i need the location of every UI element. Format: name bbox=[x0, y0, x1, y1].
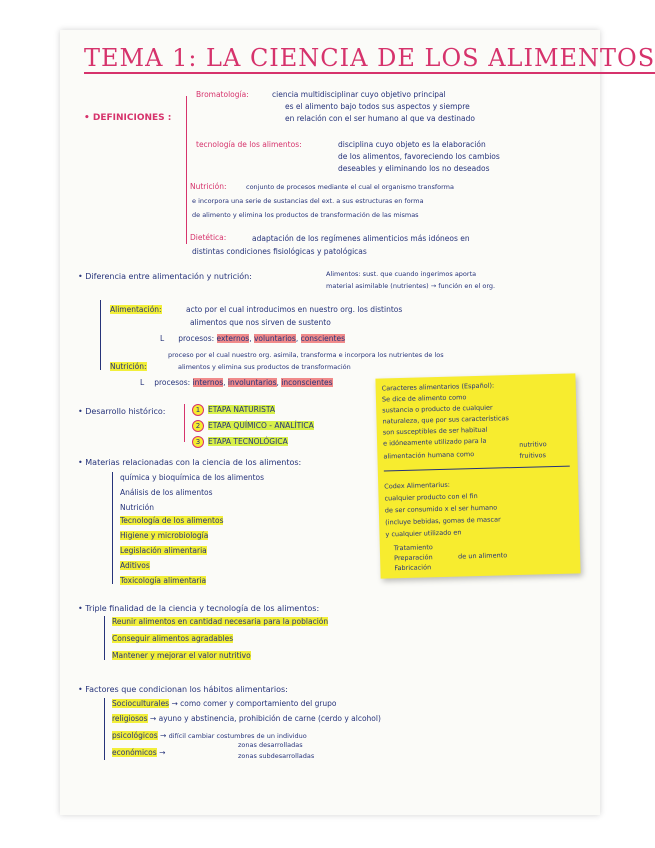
sticky-line: (incluye bebidas, gomas de mascar bbox=[385, 515, 501, 527]
materia-item: química y bioquímica de los alimentos bbox=[120, 473, 265, 482]
sticky-divider bbox=[384, 466, 570, 472]
dietetica-line-1: adaptación de los regímenes alimenticios más idóneos en bbox=[252, 234, 470, 243]
sticky-brace-item: Tratamiento bbox=[393, 543, 433, 553]
sticky-brace-item: fruitivos bbox=[519, 451, 547, 460]
nutricion-line-2: alimentos y elimina sus productos de transformación bbox=[178, 363, 351, 371]
triple-item: Mantener y mejorar el valor nutritivo bbox=[112, 651, 251, 660]
materias-heading: • Materias relacionadas con la ciencia de los alimentos: bbox=[78, 458, 302, 467]
sticky-line: e idóneamente utilizado para la bbox=[383, 436, 487, 448]
alimentacion-line-2: alimentos que nos sirven de sustento bbox=[190, 318, 331, 327]
alimentacion-procesos: L procesos: externos, voluntarios, conscientes bbox=[160, 334, 346, 343]
sticky-line: Codex Alimentarius: bbox=[384, 480, 450, 491]
sticky-line: naturaleza, que por sus características bbox=[382, 414, 509, 426]
triple-heading: • Triple finalidad de la ciencia y tecnología de los alimentos: bbox=[78, 604, 320, 613]
tecnologia-line-3: deseables y eliminando los no deseados bbox=[338, 164, 490, 173]
sticky-brace-item: Preparación bbox=[394, 553, 433, 563]
economicos-brace-item: zonas desarrolladas bbox=[238, 741, 303, 749]
nutricion-term: Nutrición: bbox=[110, 362, 147, 371]
sticky-brace-item: Fabricación bbox=[394, 563, 432, 573]
materia-item: Aditivos bbox=[120, 561, 150, 570]
sticky-line: sustancia o producto de cualquier bbox=[382, 403, 493, 415]
definiciones-label: • DEFINICIONES : bbox=[84, 113, 172, 123]
tecnologia-line-2: de los alimentos, favoreciendo los cambios bbox=[338, 152, 500, 161]
materia-item: Legislación alimentaria bbox=[120, 546, 207, 555]
sticky-brace-item: nutritivo bbox=[519, 440, 547, 449]
sticky-note bbox=[375, 373, 580, 578]
bromatologia-line-3: en relación con el ser humano al que va destinado bbox=[285, 114, 475, 123]
triple-bracket bbox=[104, 616, 105, 660]
materia-item: Análisis de los alimentos bbox=[120, 488, 213, 497]
desarrollo-heading: • Desarrollo histórico: bbox=[78, 407, 166, 416]
nutricion-def-line-2: e incorpora una serie de sustancias del ext. a sus estructuras en forma bbox=[192, 197, 424, 205]
title-text: TEMA 1: LA CIENCIA DE LOS ALIMENTOS bbox=[84, 44, 655, 72]
alimentacion-line-1: acto por el cual introducimos en nuestro org. los distintos bbox=[186, 305, 403, 314]
sticky-line: Se dice de alimento como bbox=[381, 393, 467, 404]
bromatologia-line-1: ciencia multidisciplinar cuyo objetivo principal bbox=[272, 90, 446, 99]
page-title bbox=[84, 44, 655, 72]
sticky-line: Caracteres alimentarios (Español): bbox=[381, 381, 495, 393]
materia-item: Tecnología de los alimentos bbox=[120, 516, 224, 525]
factor-item: económicos → bbox=[112, 748, 166, 757]
sticky-line: son susceptibles de ser habitual bbox=[382, 425, 488, 437]
sticky-line: alimentación humana como bbox=[383, 450, 475, 461]
factores-bracket bbox=[104, 698, 105, 760]
factores-heading: • Factores que condicionan los hábitos alimentarios: bbox=[78, 685, 288, 694]
etapa-3: 3 ETAPA TECNOLÓGICA bbox=[192, 436, 288, 448]
sticky-line: de ser consumido x el ser humano bbox=[384, 503, 498, 515]
materia-item: Nutrición bbox=[120, 503, 155, 512]
diferencia-bracket bbox=[100, 300, 101, 370]
definiciones-bracket bbox=[186, 96, 187, 244]
factor-item: psicológicos → difícil cambiar costumbres de un individuo bbox=[112, 731, 307, 740]
materia-item: Toxicología alimentaria bbox=[120, 576, 207, 585]
alimentacion-term: Alimentación: bbox=[110, 305, 162, 314]
materia-item: Higiene y microbiología bbox=[120, 531, 209, 540]
triple-item: Reunir alimentos en cantidad necesaria para la población bbox=[112, 617, 329, 626]
economicos-brace-item: zonas subdesarrolladas bbox=[238, 752, 315, 760]
factor-item: religiosos → ayuno y abstinencia, prohibición de carne (cerdo y alcohol) bbox=[112, 714, 381, 723]
alimentos-note-line-1: Alimentos: sust. que cuando ingerimos aporta bbox=[326, 270, 477, 278]
desarrollo-bracket bbox=[184, 404, 185, 442]
sticky-line: cualquier producto con el fin bbox=[384, 492, 478, 503]
etapa-2: 2 ETAPA QUÍMICO - ANALÍTICA bbox=[192, 420, 314, 432]
sticky-brace-tail: de un alimento bbox=[457, 551, 508, 561]
sticky-line: y cualquier utilizado en bbox=[385, 528, 462, 539]
factor-item: Socioculturales → como comer y comportamiento del grupo bbox=[112, 699, 337, 708]
etapa-1: 1 ETAPA NATURISTA bbox=[192, 404, 275, 416]
nutricion-line-1: proceso por el cual nuestro org. asimila, transforma e incorpora los nutrientes de los bbox=[168, 351, 444, 359]
nutricion-def-line-3: de alimento y elimina los productos de transformación de las mismas bbox=[192, 211, 419, 219]
diferencia-heading: • Diferencia entre alimentación y nutrición: bbox=[78, 272, 252, 281]
dietetica-term: Dietética: bbox=[190, 233, 227, 242]
nutricion-procesos: L procesos: internos, involuntarios, inconscientes bbox=[140, 378, 333, 387]
triple-item: Conseguir alimentos agradables bbox=[112, 634, 234, 643]
materias-bracket bbox=[112, 472, 113, 584]
nutricion-def-term: Nutrición: bbox=[190, 182, 227, 191]
bromatologia-term: Bromatología: bbox=[196, 90, 249, 99]
alimentos-note-line-2: material asimilable (nutrientes) → función en el org. bbox=[326, 282, 496, 290]
nutricion-def-line-1: conjunto de procesos mediante el cual el organismo transforma bbox=[246, 183, 454, 191]
tecnologia-term: tecnología de los alimentos: bbox=[196, 140, 302, 149]
bromatologia-line-2: es el alimento bajo todos sus aspectos y siempre bbox=[285, 102, 470, 111]
tecnologia-line-1: disciplina cuyo objeto es la elaboración bbox=[338, 140, 486, 149]
dietetica-line-2: distintas condiciones fisiológicas y patológicas bbox=[192, 247, 367, 256]
